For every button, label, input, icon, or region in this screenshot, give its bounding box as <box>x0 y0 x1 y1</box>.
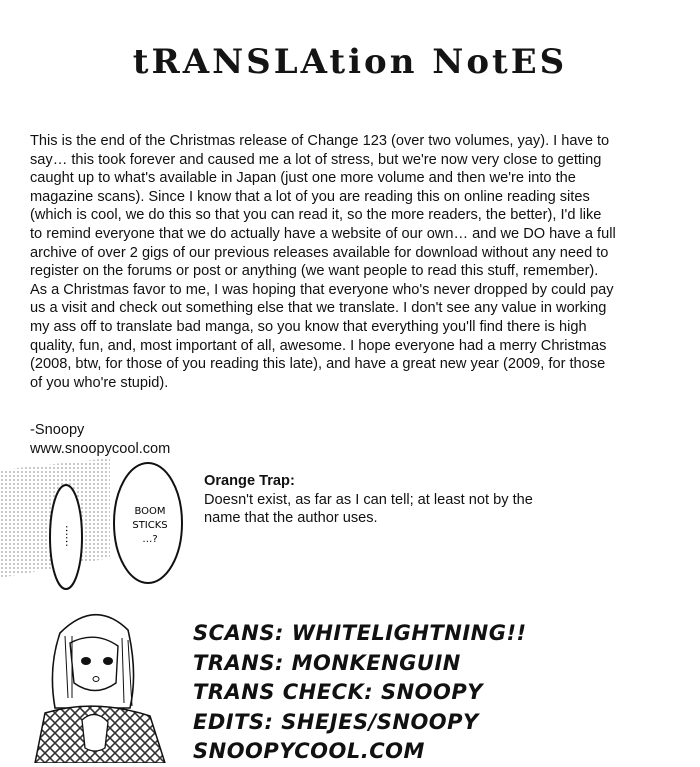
credit-website: SNOOPYCOOL.COM <box>193 739 425 763</box>
body-line: As a Christmas favor to me, I was hoping that everyone who's never dropped by could pay <box>30 281 614 298</box>
manga-panel-illustration <box>0 458 190 763</box>
bubble-right-text: STICKS <box>132 520 168 531</box>
girl-eye <box>81 657 91 665</box>
signature <box>30 421 170 458</box>
note-line: name that the author uses. <box>204 510 378 527</box>
body-line: This is the end of the Christmas release of Change 123 (over two volumes, yay). I have to <box>30 133 610 149</box>
page-title: tRANSLAtion NotES <box>132 42 568 82</box>
bubble-right-text: BOOM <box>134 506 166 517</box>
body-line: to remind everyone that we do actually have a website of our own… and we DO have a full <box>30 225 616 242</box>
body-line: magazine scans). Since I know that a lot of you are reading this on online reading sites <box>30 188 590 205</box>
signature-website: www.snoopycool.com <box>30 440 171 457</box>
note-line: Doesn't exist, as far as I can tell; at least not by the <box>204 491 533 508</box>
credits <box>193 619 527 767</box>
girl-hands <box>82 714 108 751</box>
body-line: say… this took forever and caused me a lot of stress, but we're now very close to getting <box>30 151 602 168</box>
credit-trans: TRANS: MONKENGUIN <box>193 650 461 675</box>
body-line: my ass off to translate bad manga, so you know that everything you'll find there is high <box>30 318 587 335</box>
note-heading: Orange Trap: <box>204 473 295 489</box>
credit-trans-check: TRANS CHECK: SNOOPY <box>193 680 483 704</box>
body-line: us a visit and check out something else that we translate. I don't see any value in working <box>30 300 607 317</box>
bubble-right-text: …? <box>142 534 158 545</box>
body-line: of you who're stupid). <box>30 374 169 391</box>
body-line: archive of over 2 gigs of our previous releases available for download without any need to <box>30 244 609 261</box>
girl-eye <box>103 657 113 665</box>
bubble-left-text: …… <box>63 525 76 547</box>
body-line: (which is cool, we do this so that you can read it, so the more readers, the better), I'd like <box>30 207 602 224</box>
body-paragraph <box>30 132 670 392</box>
body-line: register on the forums or post or anything (we want people to read this stuff, remember). <box>30 263 599 280</box>
credit-edits: EDITS: SHEJES/SNOOPY <box>193 709 479 734</box>
body-line: (2008, btw, for those of you reading this late), and have a great new year (2009, for those <box>30 356 606 373</box>
credit-scans: SCANS: WHITELIGHTNING!! <box>193 621 527 645</box>
signature-name: -Snoopy <box>30 422 85 438</box>
body-line: quality, fun, and, most important of all, awesome. I hope everyone had a merry Christmas <box>30 337 607 354</box>
translation-note <box>204 472 584 528</box>
body-line: caught up to what's available in Japan (just one more volume and then we're into the <box>30 170 576 187</box>
